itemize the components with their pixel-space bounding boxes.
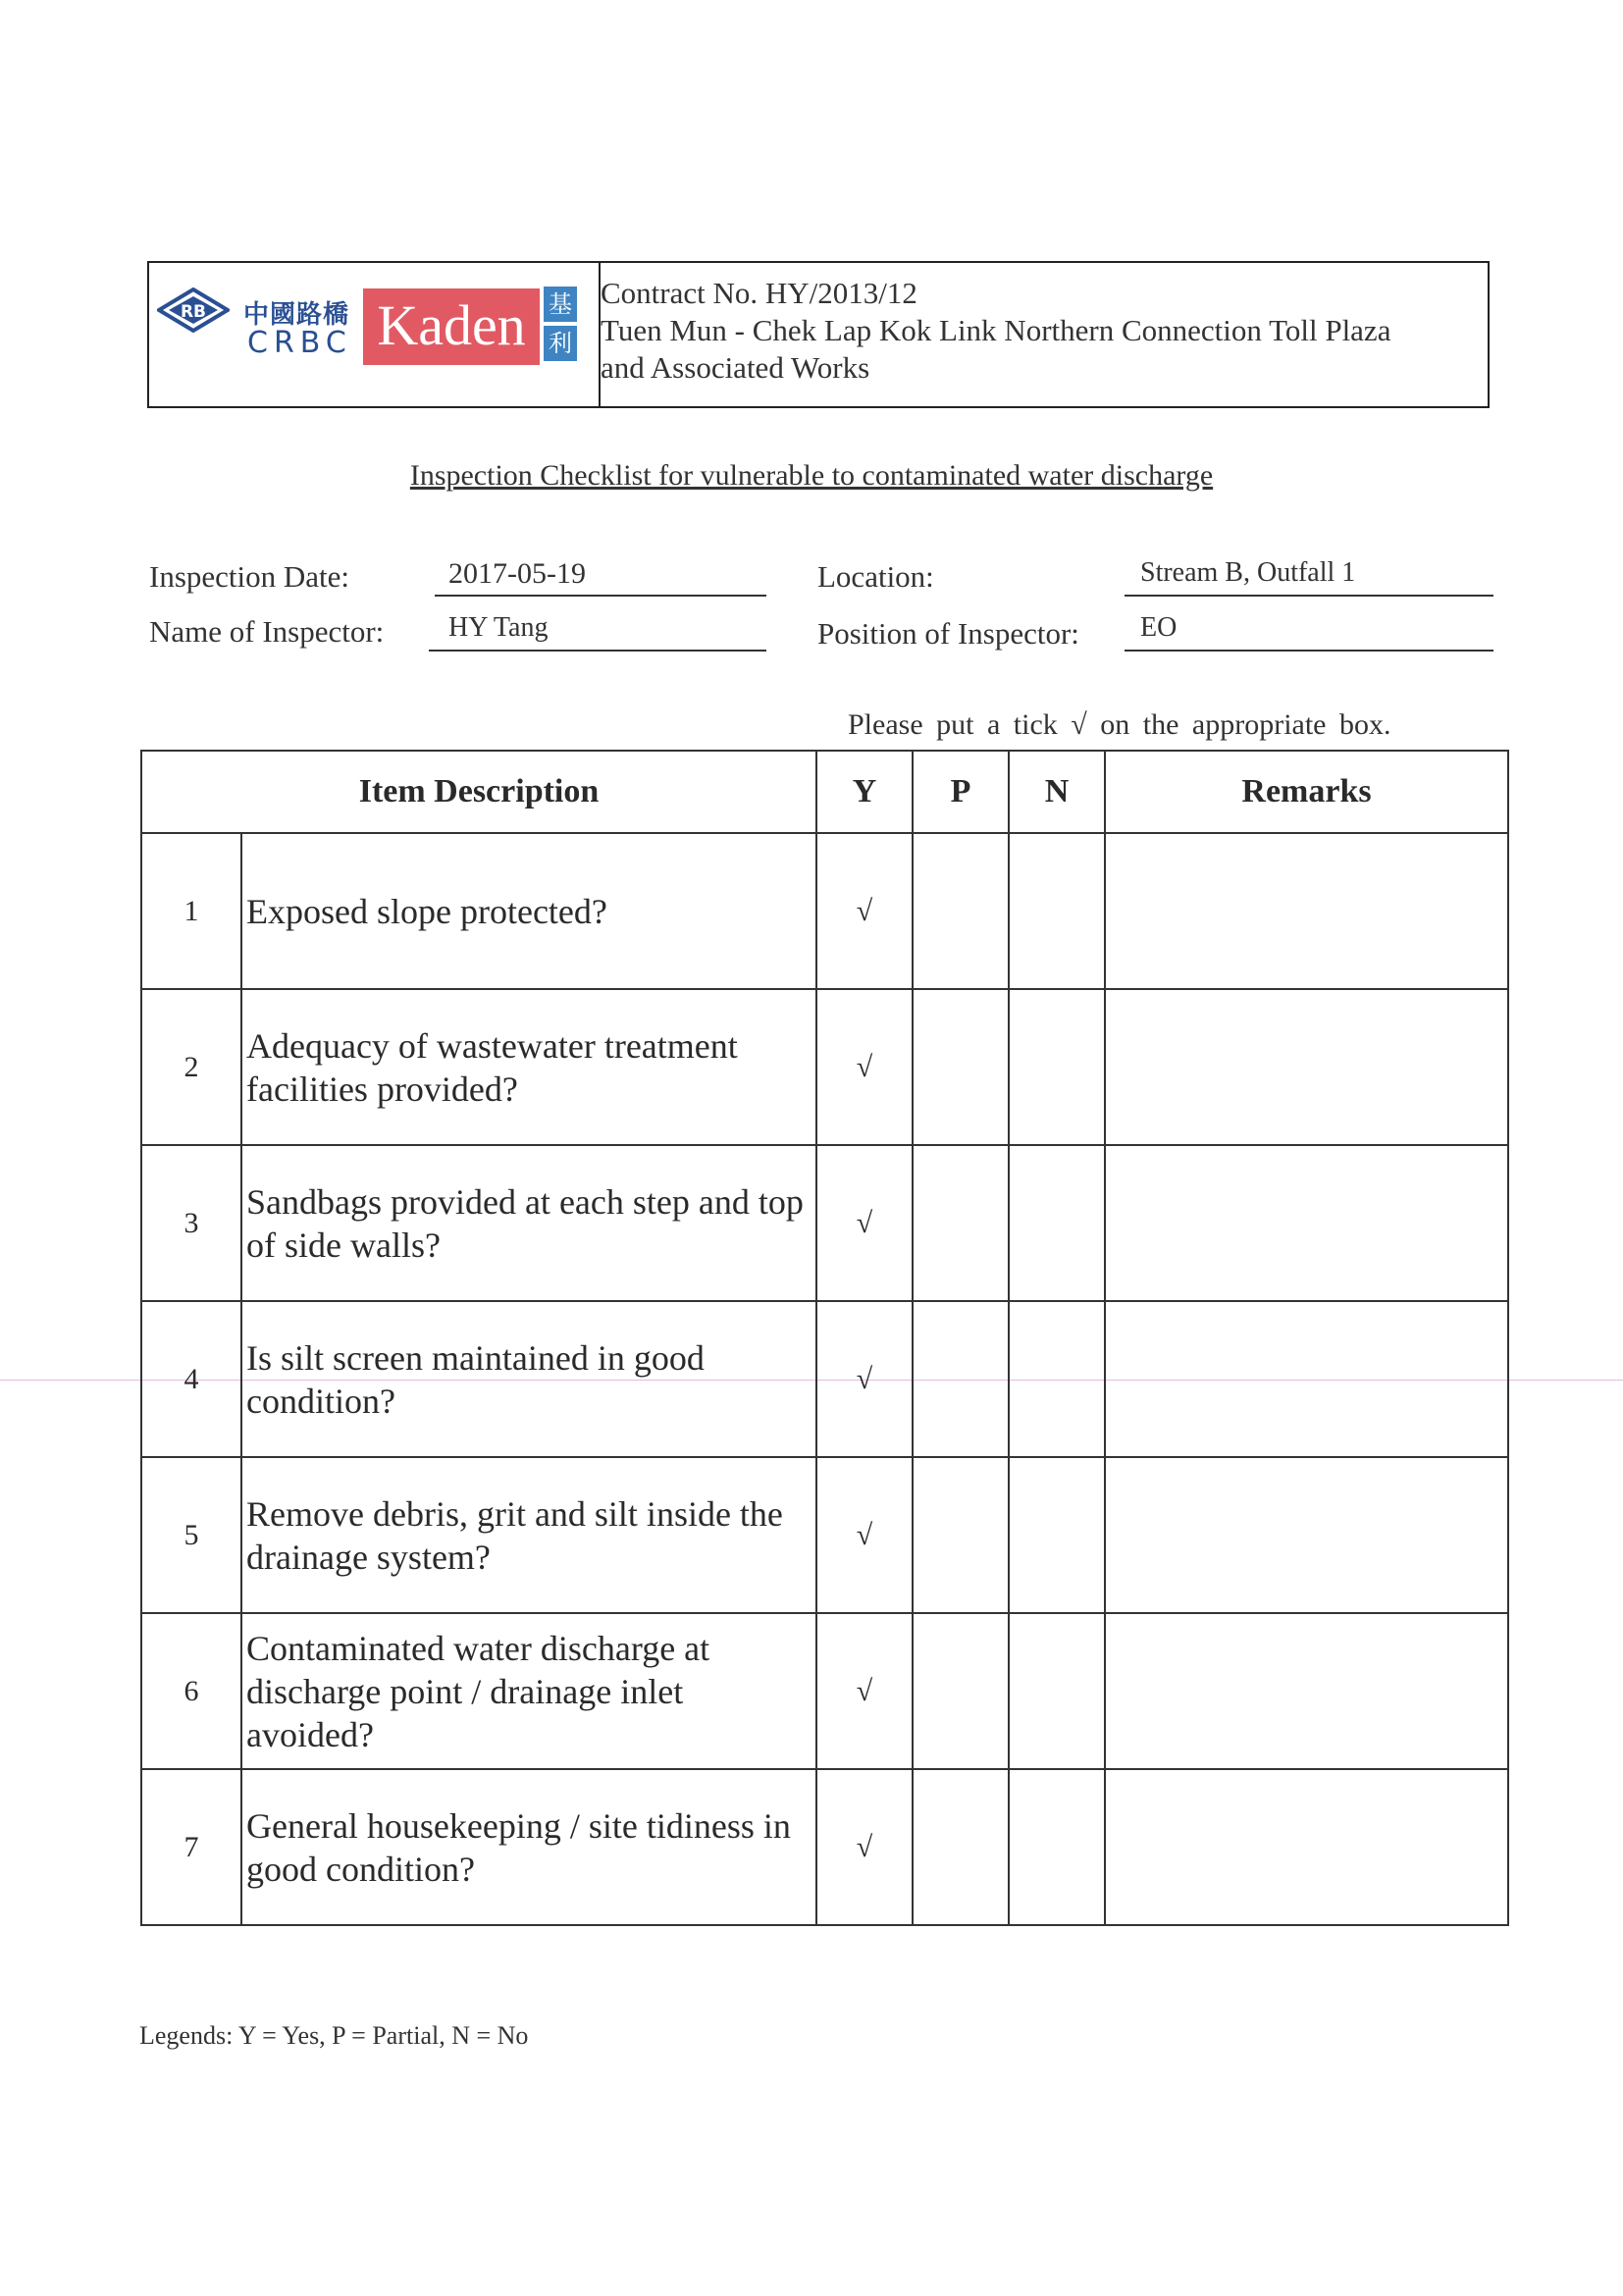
inspection-date-label: Inspection Date: xyxy=(149,559,350,594)
partial-checkbox[interactable] xyxy=(913,989,1009,1145)
yes-checkbox[interactable]: √ xyxy=(816,1301,913,1457)
remarks-cell[interactable] xyxy=(1105,1145,1508,1301)
header-yes: Y xyxy=(816,751,913,833)
inspector-name-field[interactable]: HY Tang xyxy=(429,612,766,652)
header-no: N xyxy=(1009,751,1105,833)
crbc-english-name: CRBC xyxy=(247,326,352,360)
table-row xyxy=(141,833,1508,989)
inspector-position-field[interactable]: EO xyxy=(1125,612,1493,652)
item-number: 3 xyxy=(141,1145,241,1301)
yes-checkbox[interactable]: √ xyxy=(816,989,913,1145)
item-description: Exposed slope protected? xyxy=(241,833,816,989)
no-checkbox[interactable] xyxy=(1009,1301,1105,1457)
item-description: General housekeeping / site tidiness in good condition? xyxy=(241,1769,816,1925)
remarks-cell[interactable] xyxy=(1105,1301,1508,1457)
yes-checkbox[interactable]: √ xyxy=(816,1769,913,1925)
item-description: Adequacy of wastewater treatment facilities provided? xyxy=(241,989,816,1145)
inspector-name-label: Name of Inspector: xyxy=(149,614,385,649)
table-row xyxy=(141,989,1508,1145)
crbc-chinese-name: 中國路橋 xyxy=(243,300,350,330)
header-item-description: Item Description xyxy=(141,751,816,833)
table-row xyxy=(141,1769,1508,1925)
partial-checkbox[interactable] xyxy=(913,1613,1009,1769)
company-logos xyxy=(149,263,601,406)
document-title xyxy=(0,459,1623,493)
table-row xyxy=(141,1145,1508,1301)
header-remarks: Remarks xyxy=(1105,751,1508,833)
remarks-cell[interactable] xyxy=(1105,833,1508,989)
no-checkbox[interactable] xyxy=(1009,1613,1105,1769)
remarks-cell[interactable] xyxy=(1105,1769,1508,1925)
partial-checkbox[interactable] xyxy=(913,833,1009,989)
svg-text:RB: RB xyxy=(180,302,207,322)
contract-info xyxy=(601,275,1476,387)
item-number: 2 xyxy=(141,989,241,1145)
kaden-cn-char-1: 基 xyxy=(544,287,577,322)
item-number: 6 xyxy=(141,1613,241,1769)
header-box xyxy=(147,261,1490,408)
inspection-date-field[interactable]: 2017-05-19 xyxy=(435,557,766,597)
no-checkbox[interactable] xyxy=(1009,833,1105,989)
contract-number: Contract No. HY/2013/12 xyxy=(601,276,917,310)
no-checkbox[interactable] xyxy=(1009,1457,1105,1613)
location-label: Location: xyxy=(817,559,934,594)
yes-checkbox[interactable]: √ xyxy=(816,833,913,989)
partial-checkbox[interactable] xyxy=(913,1301,1009,1457)
yes-checkbox[interactable]: √ xyxy=(816,1457,913,1613)
header-partial: P xyxy=(913,751,1009,833)
item-description: Is silt screen maintained in good condition? xyxy=(241,1301,816,1457)
table-row xyxy=(141,1457,1508,1613)
yes-checkbox[interactable]: √ xyxy=(816,1613,913,1769)
partial-checkbox[interactable] xyxy=(913,1145,1009,1301)
rb-logo-text xyxy=(157,287,230,333)
remarks-cell[interactable] xyxy=(1105,1613,1508,1769)
project-name-line2: and Associated Works xyxy=(601,350,870,385)
tick-instruction: Please put a tick √ on the appropriate box. xyxy=(848,708,1391,741)
table-row xyxy=(141,1613,1508,1769)
item-description: Contaminated water discharge at discharge point / drainage inlet avoided? xyxy=(241,1613,816,1769)
kaden-logo: Kaden xyxy=(363,288,540,365)
inspector-position-label: Position of Inspector: xyxy=(817,616,1079,651)
kaden-cn-char-2: 利 xyxy=(544,326,577,361)
location-field[interactable]: Stream B, Outfall 1 xyxy=(1125,557,1493,597)
partial-checkbox[interactable] xyxy=(913,1769,1009,1925)
item-number: 1 xyxy=(141,833,241,989)
remarks-cell[interactable] xyxy=(1105,1457,1508,1613)
no-checkbox[interactable] xyxy=(1009,989,1105,1145)
item-number: 7 xyxy=(141,1769,241,1925)
partial-checkbox[interactable] xyxy=(913,1457,1009,1613)
item-number: 5 xyxy=(141,1457,241,1613)
no-checkbox[interactable] xyxy=(1009,1145,1105,1301)
item-description: Sandbags provided at each step and top of side walls? xyxy=(241,1145,816,1301)
document-title-text: Inspection Checklist for vulnerable to contaminated water discharge xyxy=(409,459,1214,492)
kaden-chinese-logo xyxy=(544,287,579,365)
table-header-row xyxy=(141,751,1508,833)
item-number: 4 xyxy=(141,1301,241,1457)
yes-checkbox[interactable]: √ xyxy=(816,1145,913,1301)
inspection-checklist-table xyxy=(140,750,1509,1926)
remarks-cell[interactable] xyxy=(1105,989,1508,1145)
no-checkbox[interactable] xyxy=(1009,1769,1105,1925)
legend-text: Legends: Y = Yes, P = Partial, N = No xyxy=(139,2021,529,2050)
table-row xyxy=(141,1301,1508,1457)
item-description: Remove debris, grit and silt inside the drainage system? xyxy=(241,1457,816,1613)
project-name-line1: Tuen Mun - Chek Lap Kok Link Northern Connection Toll Plaza xyxy=(601,313,1391,347)
